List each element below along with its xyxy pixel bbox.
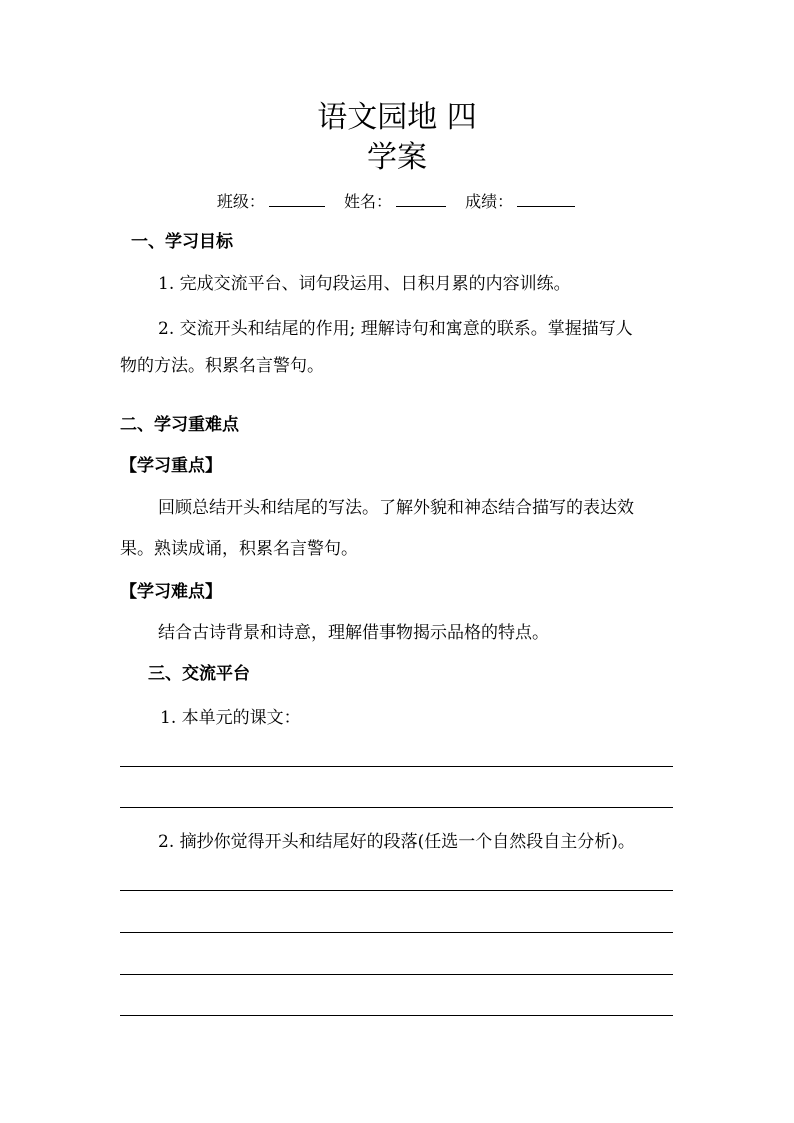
page-subtitle: 学案 <box>367 140 427 175</box>
key-points-text-line-1: 回顾总结开头和结尾的写法。了解外貌和神态结合描写的表达效 <box>158 498 634 518</box>
section-heading-objectives: 一、学习目标 <box>131 232 233 252</box>
page-title: 语文园地 四 <box>317 100 477 135</box>
difficult-points-text: 结合古诗背景和诗意，理解借事物揭示品格的特点。 <box>158 623 549 643</box>
objective-item-2-line-2: 物的方法。积累名言警句。 <box>120 356 324 376</box>
student-info-row <box>0 190 794 213</box>
key-points-text-line-2: 果。熟读成诵，积累名言警句。 <box>120 539 358 559</box>
section-heading-exchange-platform: 三、交流平台 <box>148 664 250 684</box>
score-field[interactable] <box>517 190 575 207</box>
class-label: 班级： <box>216 192 265 211</box>
answer-line[interactable] <box>120 807 673 808</box>
name-field[interactable] <box>396 190 446 207</box>
answer-line[interactable] <box>120 766 673 767</box>
answer-line[interactable] <box>120 974 673 975</box>
class-field[interactable] <box>269 190 325 207</box>
section-heading-key-points: 二、学习重难点 <box>120 415 239 435</box>
objective-item-1: 1. 完成交流平台、词句段运用、日积月累的内容训练。 <box>158 274 571 294</box>
answer-line[interactable] <box>120 1015 673 1016</box>
key-points-label: 【学习重点】 <box>120 456 222 476</box>
question-2: 2. 摘抄你觉得开头和结尾好的段落(任选一个自然段自主分析)。 <box>158 832 635 852</box>
answer-line[interactable] <box>120 890 673 891</box>
name-label: 姓名： <box>343 192 392 211</box>
answer-line[interactable] <box>120 932 673 933</box>
objective-item-2-line-1: 2. 交流开头和结尾的作用; 理解诗句和寓意的联系。掌握描写人 <box>158 319 633 339</box>
question-1: 1. 本单元的课文： <box>160 708 301 728</box>
score-label: 成绩： <box>465 192 514 211</box>
difficult-points-label: 【学习难点】 <box>120 582 222 602</box>
